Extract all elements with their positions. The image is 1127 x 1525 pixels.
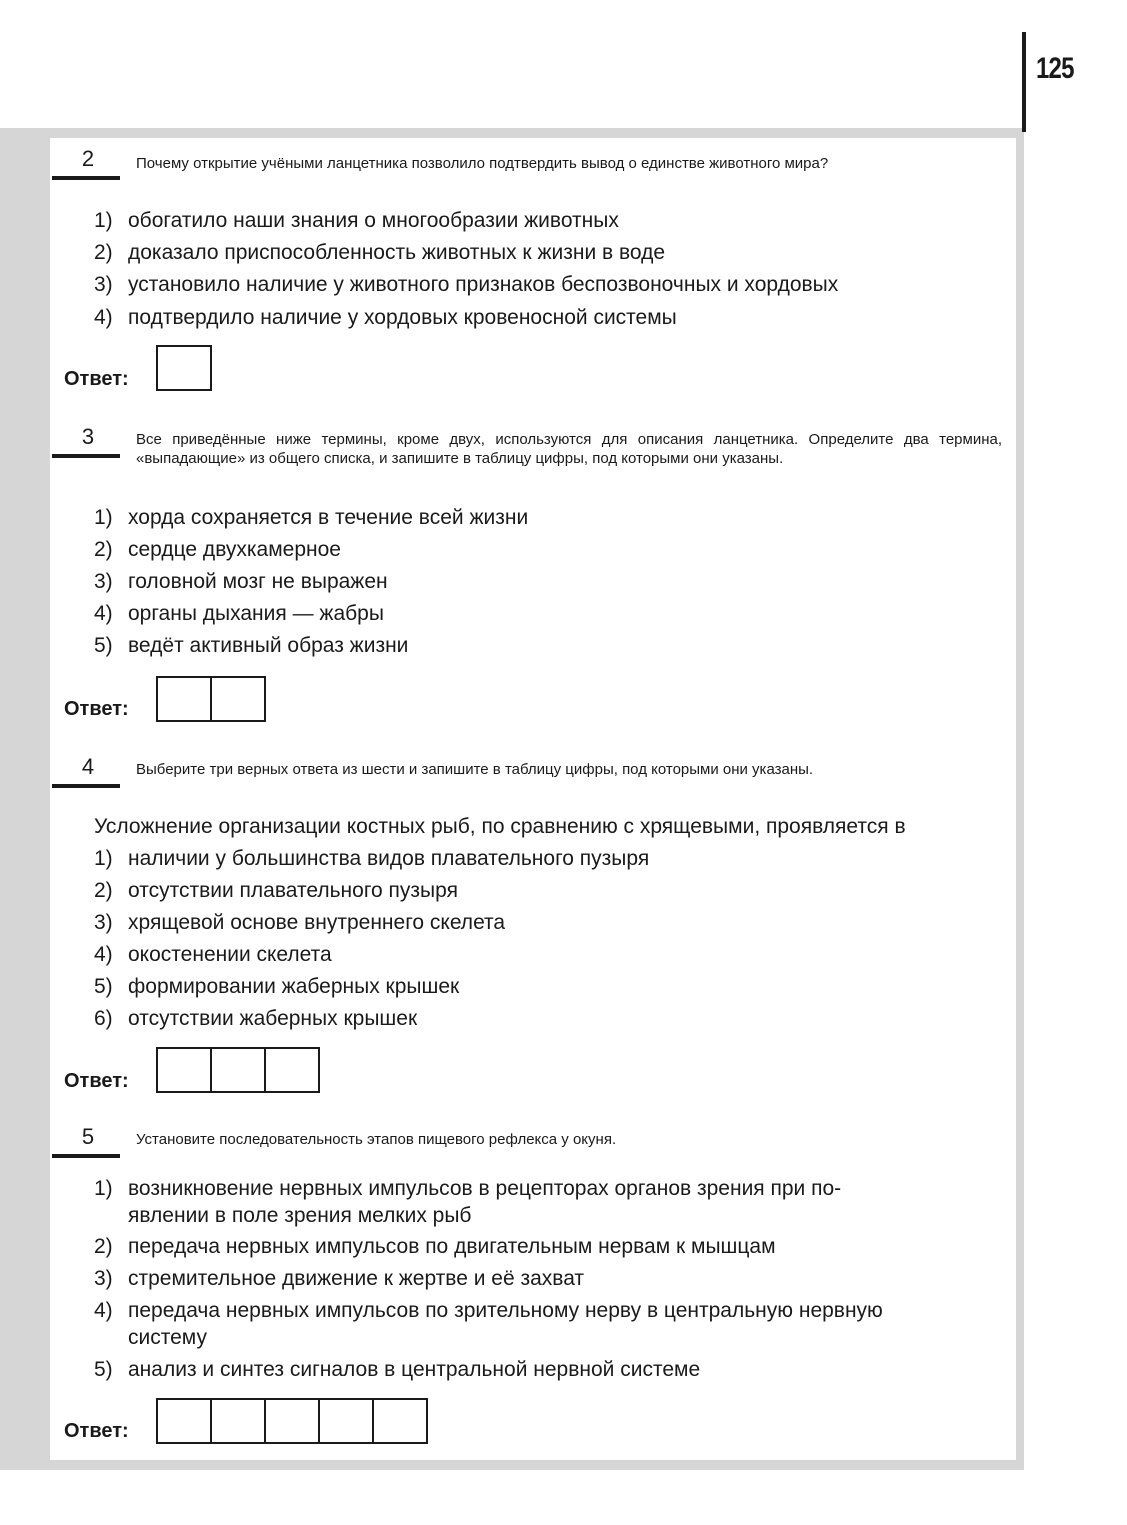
answer-cell[interactable] [212,1049,266,1091]
question-text: Все приведённые ниже термины, кроме двух, используются для описания ланцетника. Определите два термина, «выпадающие» из общего списка, и запишите в таблицу цифры, под которыми они указаны. [136,431,1002,467]
question-number: 4 [81,754,95,779]
answer-cell[interactable] [158,1049,212,1091]
question-number-underline [52,784,120,788]
option: 4) подтвердило наличие у хордовых кровеносной системы [94,306,677,329]
answer-cell[interactable] [374,1400,426,1442]
question-intro: Усложнение организации костных рыб, по сравнению с хрящевыми, проявляется в [94,815,906,838]
option: 6) отсутствии жаберных крышек [94,1007,418,1030]
option: 2) сердце двухкамерное [94,538,341,561]
question-number-underline [52,176,120,180]
option-continuation: систему [128,1326,207,1349]
answer-cell[interactable] [266,1049,318,1091]
question-text: Почему открытие учёными ланцетника позволило подтвердить вывод о единстве животного мира? [136,155,829,172]
option: 5) анализ и синтез сигналов в центральной нервной системе [94,1358,701,1381]
answer-cell[interactable] [212,1400,266,1442]
option: 1) наличии у большинства видов плавательного пузыря [94,847,650,870]
option: 3) стремительное движение к жертве и её захват [94,1267,585,1290]
answer-label: Ответ: [64,698,129,720]
answer-cell[interactable] [320,1400,374,1442]
answer-cell[interactable] [158,1400,212,1442]
question-number: 2 [81,146,95,171]
option: 5) формировании жаберных крышек [94,975,460,998]
answer-box-q4 [156,1047,320,1093]
option: 4) окостенении скелета [94,943,332,966]
option: 2) передача нервных импульсов по двигательным нервам к мышцам [94,1235,776,1258]
question-number: 3 [81,424,95,449]
content-panel [50,138,1016,1460]
option: 4) передача нервных импульсов по зрительному нерву в центральную нервную [94,1299,883,1322]
option: 3) головной мозг не выражен [94,570,388,593]
option: 1) возникновение нервных импульсов в рецепторах органов зрения при по- [94,1177,842,1200]
answer-cell[interactable] [158,347,210,389]
answer-cell[interactable] [266,1400,320,1442]
option: 5) ведёт активный образ жизни [94,634,409,657]
option: 4) органы дыхания — жабры [94,602,384,625]
question-number-underline [52,1154,120,1158]
answer-label: Ответ: [64,368,129,390]
answer-cell[interactable] [158,678,212,720]
question-text: Выберите три верных ответа из шести и запишите в таблицу цифры, под которыми они указаны. [136,761,814,778]
option: 3) хрящевой основе внутреннего скелета [94,911,506,934]
answer-label: Ответ: [64,1420,129,1442]
question-number: 5 [81,1124,95,1149]
answer-box-q5 [156,1398,428,1444]
option-continuation: явлении в поле зрения мелких рыб [128,1204,472,1227]
option: 1) обогатило наши знания о многообразии животных [94,209,619,232]
question-text: Установите последовательность этапов пищевого рефлекса у окуня. [136,1131,617,1148]
answer-box-q3 [156,676,266,722]
option: 2) доказало приспособленность животных к жизни в воде [94,241,666,264]
answer-box-q2 [156,345,212,391]
question-number-underline [52,454,120,458]
option: 3) установило наличие у животного признаков беспозвоночных и хордовых [94,273,839,296]
page-number: 125 [1036,52,1074,85]
page-margin-line [1022,32,1026,132]
option: 2) отсутствии плавательного пузыря [94,879,458,902]
answer-label: Ответ: [64,1070,129,1092]
answer-cell[interactable] [212,678,264,720]
option: 1) хорда сохраняется в течение всей жизни [94,506,529,529]
